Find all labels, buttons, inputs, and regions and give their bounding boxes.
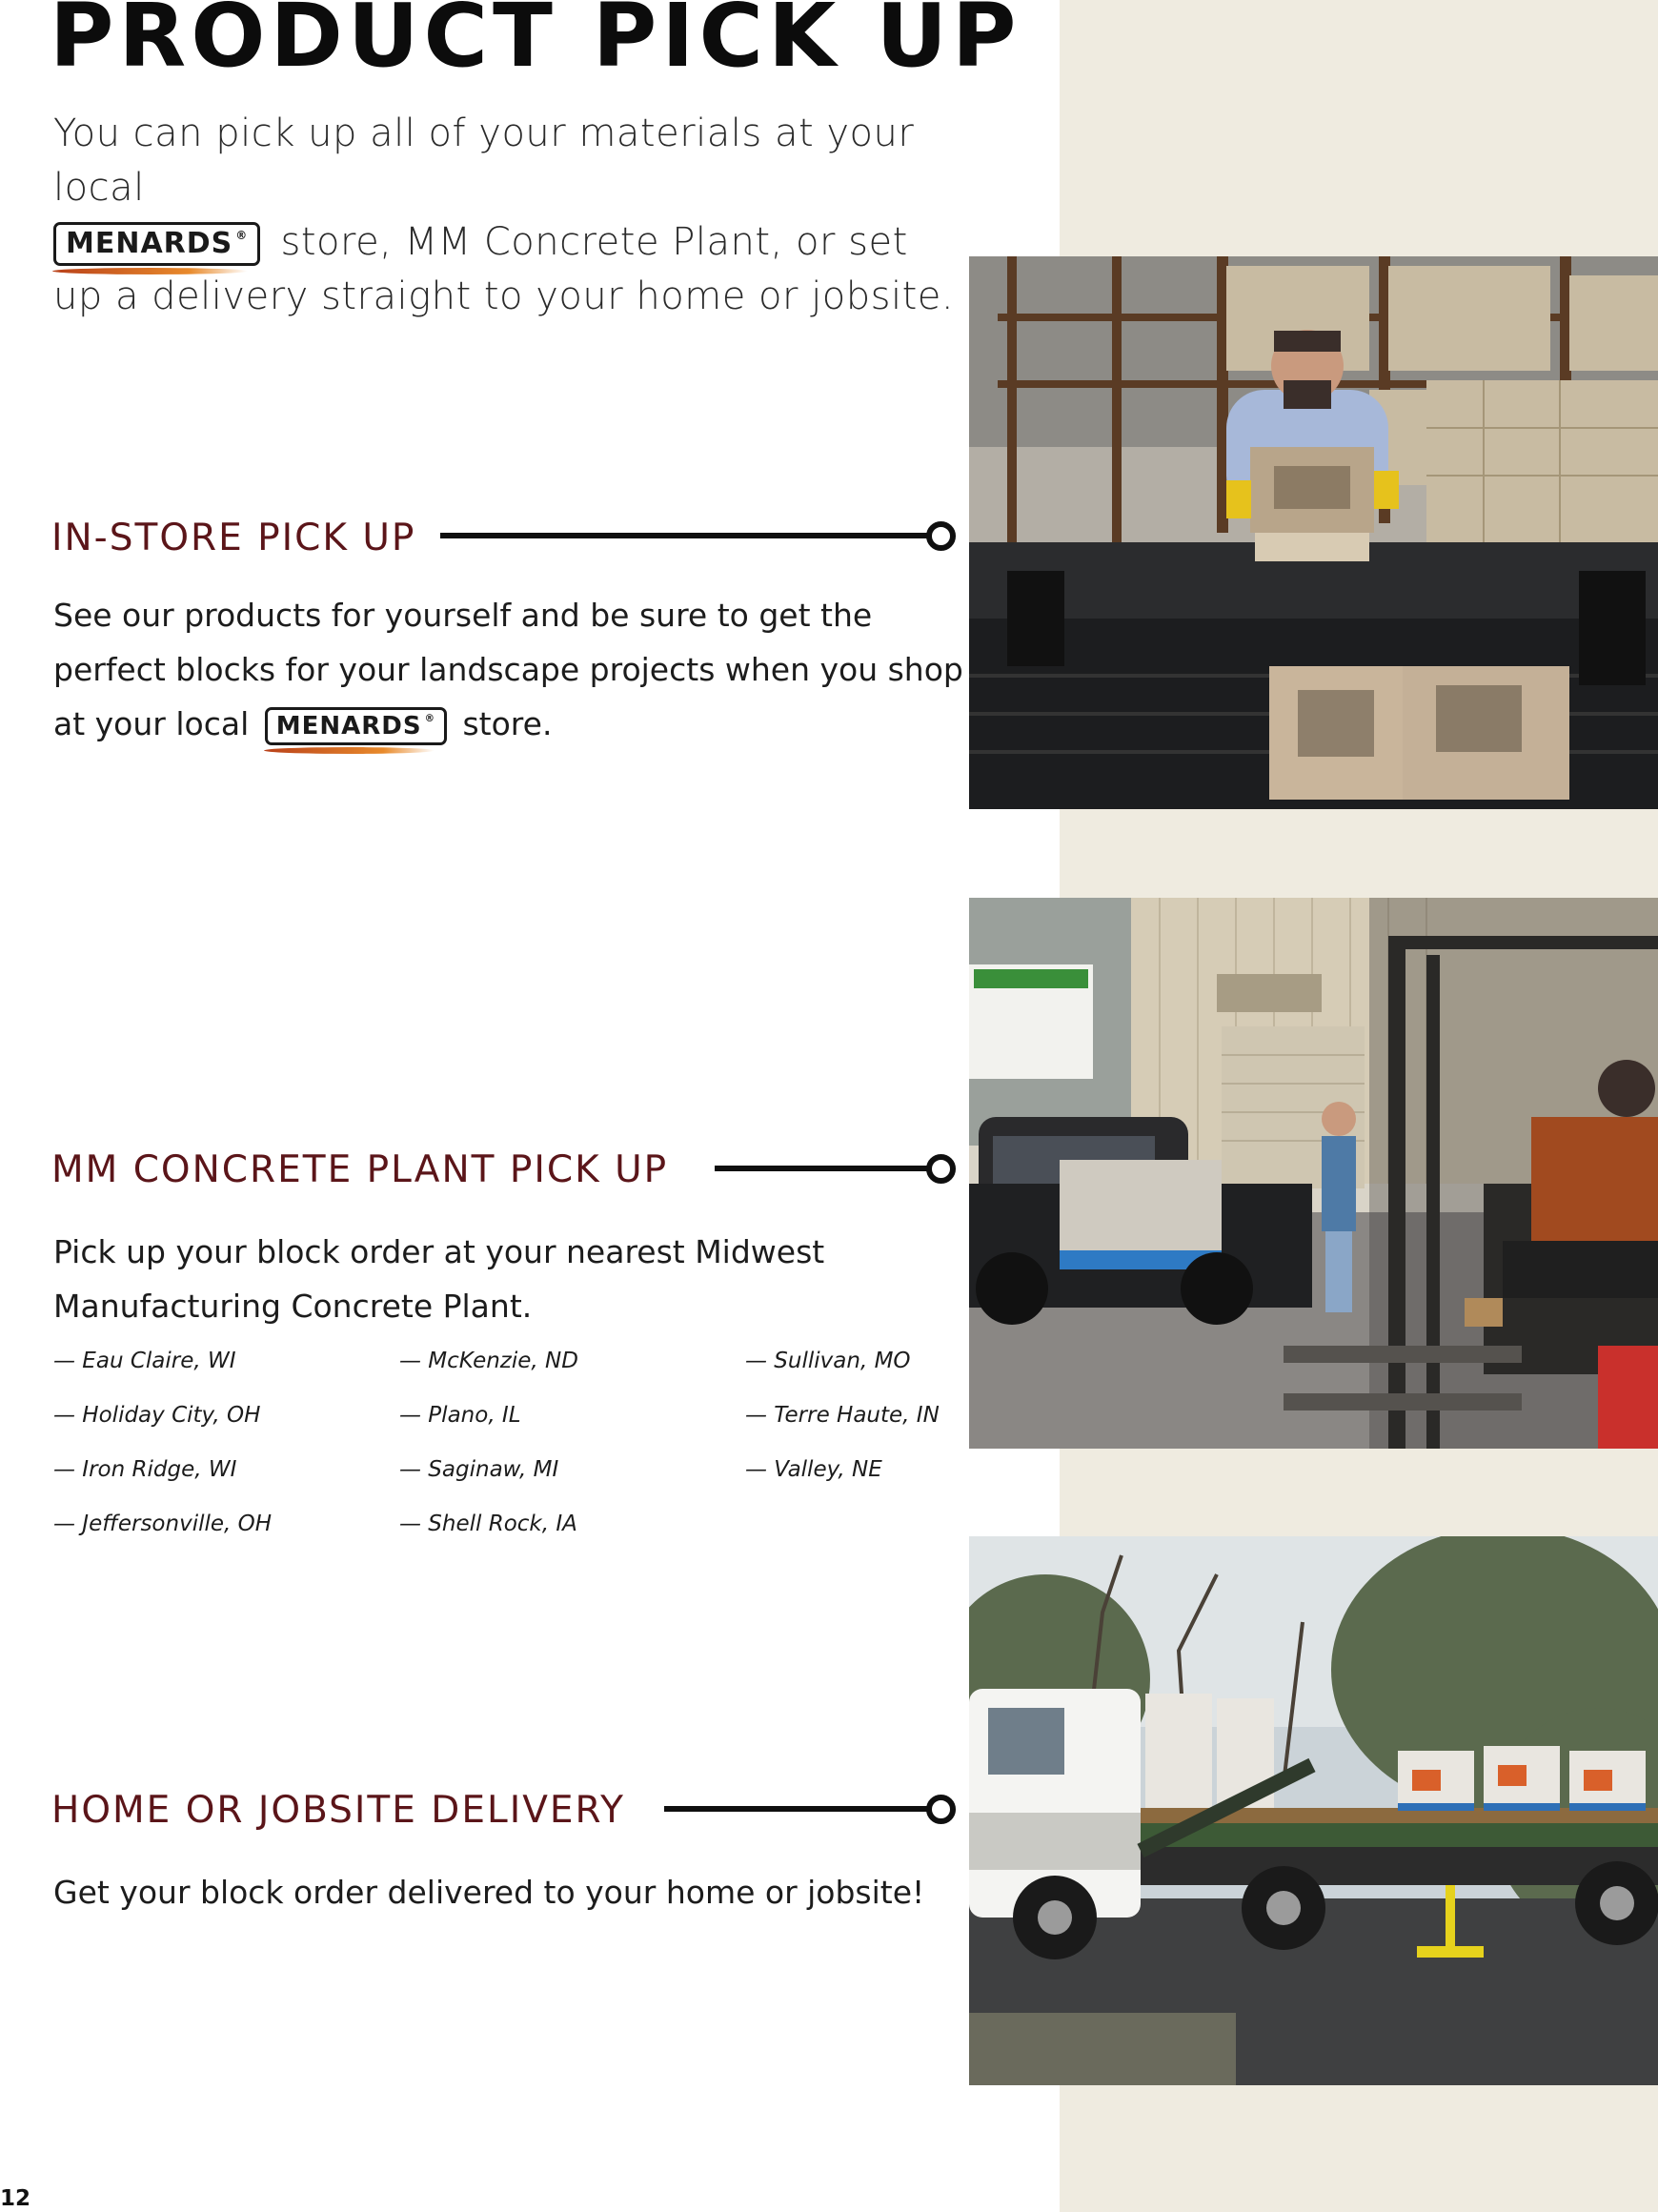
logo-swoosh [264,747,435,754]
intro-text-start: You can pick up all of your materials at your local [53,112,915,210]
page-title: PRODUCT PICK UP [50,0,1021,87]
in-store-body [53,588,987,751]
plant-pickup-body: Pick up your block order at your nearest Midwest Manufacturing Concrete Plant. [53,1233,825,1325]
registered-mark: ® [235,229,249,242]
concrete-plant-photo [969,898,1658,1449]
delivery-connector-line [664,1806,940,1812]
location-item: — Shell Rock, IA [399,1512,577,1536]
delivery-heading: HOME OR JOBSITE DELIVERY [51,1789,625,1832]
delivery-body: Get your block order delivered to your home or jobsite! [53,1874,925,1911]
in-store-heading: IN-STORE PICK UP [51,517,416,559]
location-item: — Plano, IL [399,1403,521,1428]
registered-mark: ® [424,712,435,724]
location-item: — McKenzie, ND [399,1349,578,1373]
menards-logo-text: MENARDS [275,711,422,741]
intro-paragraph [53,107,968,324]
plant-connector-line [715,1166,940,1171]
location-item: — Iron Ridge, WI [53,1457,237,1482]
location-item: — Holiday City, OH [53,1403,261,1428]
location-item: — Sullivan, MO [745,1349,911,1373]
in-store-photo [969,256,1658,809]
delivery-truck-photo [969,1536,1658,2085]
location-item: — Jeffersonville, OH [53,1512,273,1536]
page-number: 12 [0,2186,31,2211]
menards-logo [53,222,260,266]
in-store-connector-line [440,533,940,538]
intro-text-end: store, MM Concrete Plant, or set up a delivery straight to your home or jobsite. [53,220,955,318]
location-item: — Saginaw, MI [399,1457,559,1482]
location-item: — Terre Haute, IN [745,1403,940,1428]
plant-pickup-heading: MM CONCRETE PLANT PICK UP [51,1148,669,1191]
menards-logo-text: MENARDS [66,227,233,260]
plant-locations-list [53,1344,1006,1541]
in-store-body-text: See our products for yourself and be sure to get the perfect blocks for your landscape projects when you shop at your local [53,597,963,742]
menards-logo [265,707,447,745]
location-item: — Eau Claire, WI [53,1349,236,1373]
location-item: — Valley, NE [745,1457,882,1482]
logo-swoosh [52,268,248,274]
in-store-body-text-end: store. [462,705,553,742]
